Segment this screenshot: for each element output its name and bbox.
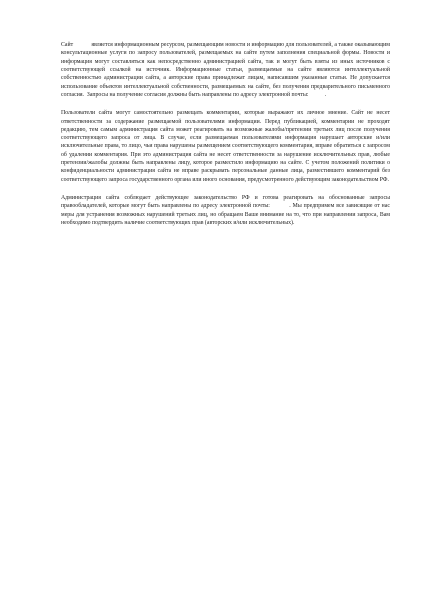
paragraph-user-comments: Пользователи сайта могут самостоятельно размещать комментарии, которые выражают их личное мнение. Сайт не несет ответственности за содержание размещаемой пользователями информации. Перед публикацией, комментарии не проходят редакцию, тем самым администрация сайта может реагировать на возможные жалобы/претензии третьих лиц после получения соответствующего запроса от лица. В случае, если размещаемая пользователями информация нарушает авторские и/или исключительные права, то лицо, чьи права нарушены размещением соответствующего комментария, вправе обратиться с запросом об удалении комментария. При это администрация сайта не несет ответственности за нарушение исключительных прав, любые претензии/жалобы должны быть направлены лицу, которое разместило информацию на сайте. С учетом положений политики о конфиденциальности администрация сайта не вправе раскрывать персональные данные лица, разместившего комментарий без соответствующего запроса государственного органа или иного основания, предусмотренного действующим законодательством РФ. bbox=[61, 110, 390, 183]
paragraph-copyright-requests: Администрация сайта соблюдает действующее законодательство РФ и готова реагировать на обоснованные запросы правообладателей, которые могут быть направлены по адресу электронной почты: . Мы предпримем все зависящие от нас меры для устранения возможных нарушений третьих лиц, но обращаем Ваше внимание на то, что при направлении запроса, Вам необходимо подтвердить наличие соответствующих прав (авторских и/или исключительных). bbox=[61, 195, 392, 226]
paragraph-site-info: Сайт является информационным ресурсом, размещающим новости и информацию для пользователей, а также оказывающим консультационные услуги по запросу пользователей, размещаемых на сайте путем заполнения специальной формы. Новости и информация могут составляться как непосредственно администрацией сайта, так и могут быть взяты из иных источников с соответствующей ссылкой на источник. Информационные статьи, размещаемые на сайте являются интеллектуальной собственностью администрации сайта, а авторские права принадлежат лицам, написавшим указанные статьи. Не допускается использование объектов интеллектуальной собственности, размещаемых на сайте, без получения предварительного письменного согласия. Запросы на получение согласия должны быть направлены по адресу электронной почты: . bbox=[61, 42, 392, 98]
